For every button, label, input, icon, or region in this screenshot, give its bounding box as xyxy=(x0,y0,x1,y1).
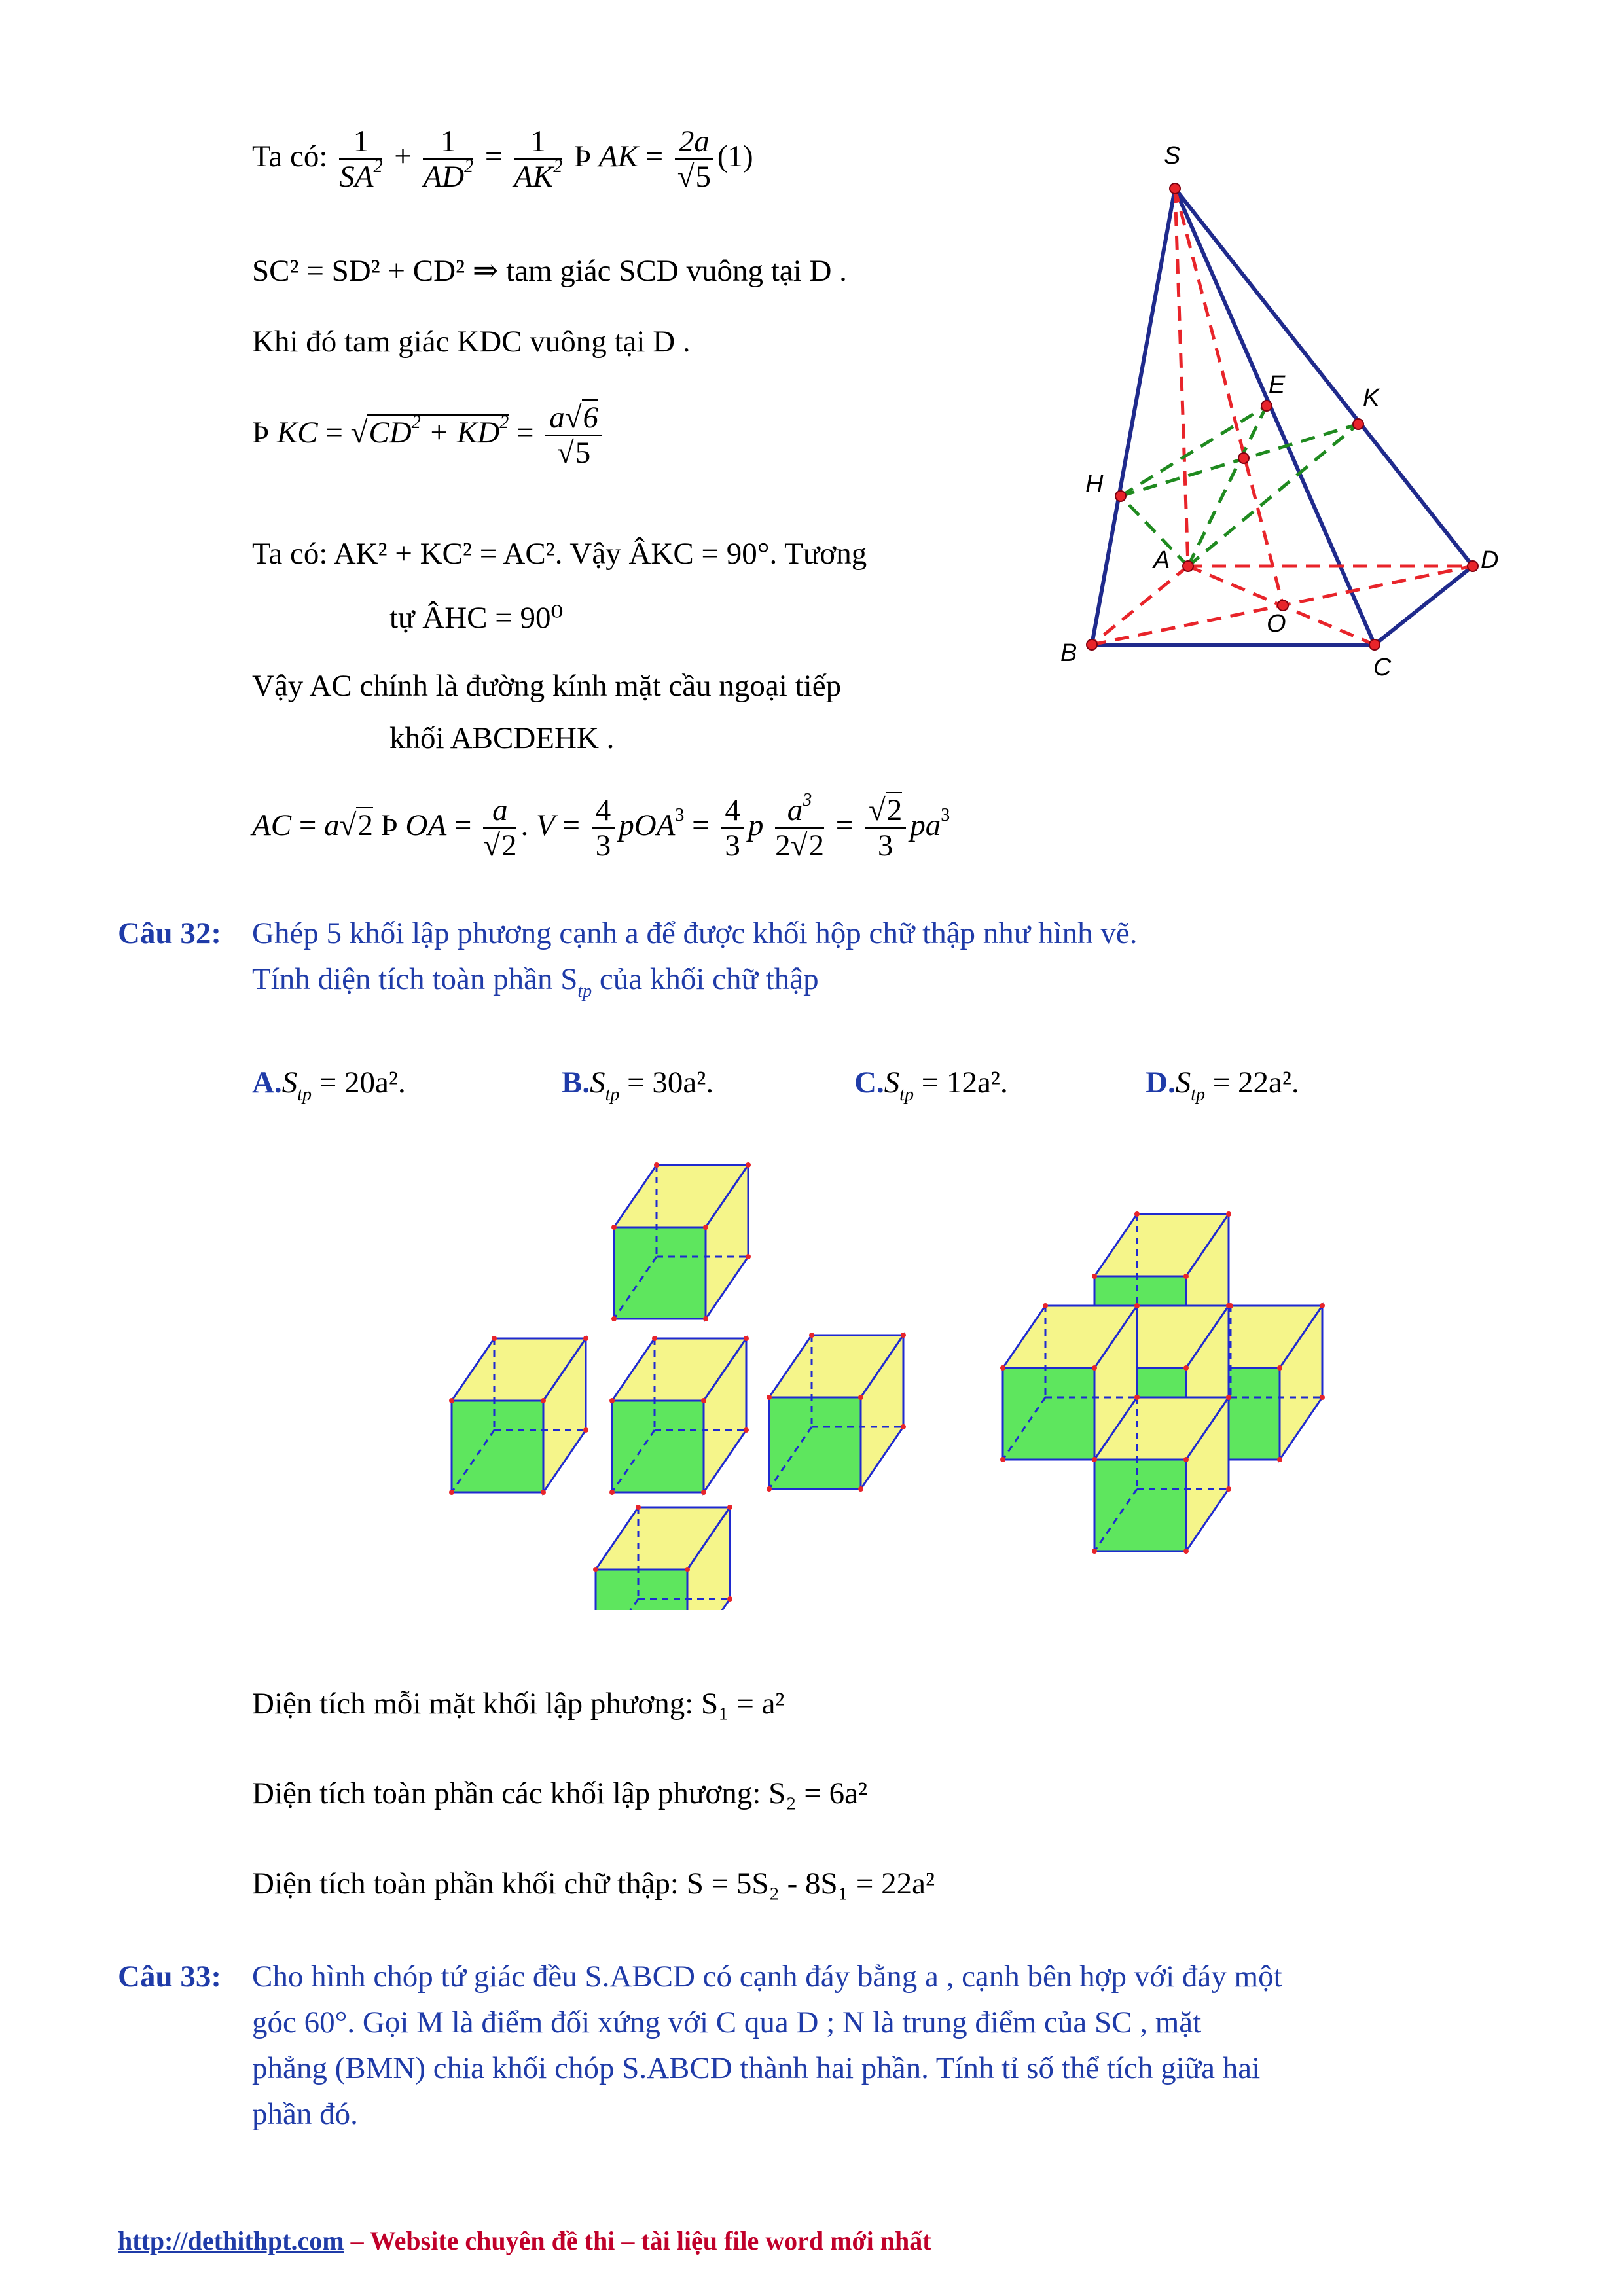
q32-option-d[interactable]: $D.S_{tp} = 22a^2$. xyxy=(1146,1066,1299,1105)
q32-text2-end: của khối chữ thập xyxy=(599,962,819,996)
sol31-line3 xyxy=(252,323,691,360)
sol31-line1: Ta có: $\frac{1}{SA^2}$ + $\frac{1}{AD^2}$ = $\frac{1}{AK^2}$ Þ AK = $\frac{2a}{√5}$ (1) xyxy=(252,124,753,194)
label-C: C xyxy=(1373,654,1392,681)
label-O: O xyxy=(1267,610,1286,637)
q33-line1 xyxy=(118,1958,1282,1995)
sol31-line4: Þ KC = $√CD^2 + KD^2$ = $\frac{a√6}{√5}$ xyxy=(252,401,606,470)
q32-solution-3 xyxy=(252,1865,935,1902)
q32-line1 xyxy=(118,915,1138,952)
label-H: H xyxy=(1085,471,1104,498)
option-b-label: B. xyxy=(562,1066,590,1100)
sol31-line5 xyxy=(252,535,867,572)
cube-top xyxy=(611,1162,751,1321)
label-A: A xyxy=(1153,547,1170,574)
q33-line2 xyxy=(252,2004,1201,2041)
q32-solution-3-text: Diện tích toàn phần khối chữ thập: S = 5S₂ - 8S₁ = 22a² xyxy=(252,1867,935,1901)
option-b-value: 30a². xyxy=(652,1066,714,1100)
option-a-label: A. xyxy=(252,1066,282,1100)
sol31-line5-text: Ta có: AK² + KC² = AC². Vậy ÂKC = 90°. Tương xyxy=(252,537,867,571)
q33-line3 xyxy=(252,2050,1260,2087)
sol31-line9: AC = a√2 Þ OA = $\frac{a}{√2}$ . V = $\frac{4}{3}$ pOA$^3$ = $\frac{4}{3}$ p $\frac{a^3}{2√2}$ = $\frac{√2}{3}$ $pa^3$ xyxy=(252,790,950,863)
sol31-line2-text: SC² = SD² + CD² ⇒ tam giác SCD vuông tại D . xyxy=(252,254,847,288)
q32-solution-2 xyxy=(252,1775,867,1812)
cube-bottom xyxy=(593,1505,732,1610)
edge-SD xyxy=(1175,188,1473,566)
option-c-label: C. xyxy=(854,1066,884,1100)
edge-AB xyxy=(1092,566,1188,645)
footer-link[interactable]: http://dethithpt.com xyxy=(118,2226,344,2255)
cube-left xyxy=(449,1336,588,1495)
pyramid-figure xyxy=(1054,131,1525,694)
q33-text3: phẳng (BMN) chia khối chóp S.ABCD thành hai phần. Tính tỉ số thể tích giữa hai xyxy=(252,2051,1261,2085)
sol31-line8 xyxy=(389,720,614,757)
sol31-line2 xyxy=(252,253,847,289)
sol31-line3-text: Khi đó tam giác KDC vuông tại D . xyxy=(252,325,691,359)
footer-text: – Website chuyên đề thi – tài liệu file word mới nhất xyxy=(344,2226,931,2255)
label-E: E xyxy=(1269,371,1286,399)
q32-option-a[interactable]: $A.S_{tp} = 20a^2$. xyxy=(252,1066,406,1105)
q32-text2-sub: tp xyxy=(577,981,592,1001)
cubes-figure xyxy=(432,1152,1335,1610)
q33-label: Câu 33: xyxy=(118,1960,221,1994)
footer xyxy=(118,2225,931,2256)
sol31-line7 xyxy=(252,668,841,704)
q33-text4: phần đó. xyxy=(252,2097,358,2131)
q32-solution-1-text: Diện tích mỗi mặt khối lập phương: S₁ = a² xyxy=(252,1687,785,1721)
sol31-line7-text: Vậy AC chính là đường kính mặt cầu ngoại tiếp xyxy=(252,669,842,703)
option-d-value: 22a². xyxy=(1238,1066,1299,1100)
q32-solution-2-text: Diện tích toàn phần các khối lập phương: S₂ = 6a² xyxy=(252,1776,868,1810)
edge-SC xyxy=(1175,188,1375,645)
q32-option-c[interactable]: $C.S_{tp} = 12a^2$. xyxy=(854,1066,1008,1105)
q33-line4 xyxy=(252,2096,358,2132)
cube-right xyxy=(767,1333,906,1492)
option-c-value: 12a². xyxy=(947,1066,1008,1100)
q32-solution-1 xyxy=(252,1685,785,1722)
sol31-line1-prefix: Ta có: xyxy=(252,139,328,173)
edge-SB xyxy=(1092,188,1175,645)
q32-label: Câu 32: xyxy=(118,916,221,950)
label-B: B xyxy=(1060,639,1077,667)
label-D: D xyxy=(1481,547,1499,574)
label-S: S xyxy=(1164,142,1181,170)
option-d-label: D. xyxy=(1146,1066,1176,1100)
q32-text2: Tính diện tích toàn phần S xyxy=(252,962,578,996)
edge-SA xyxy=(1175,188,1188,566)
q33-text2: góc 60°. Gọi M là điểm đối xứng với C qua D ; N là trung điểm của SC , mặt xyxy=(252,2005,1202,2039)
sol31-line8-text: khối ABCDEHK . xyxy=(389,721,615,755)
q32-option-b[interactable]: $B.S_{tp} = 30a^2$. xyxy=(562,1066,714,1105)
q32-line2 xyxy=(252,961,819,1001)
sol31-line6-text: tự ÂHC = 90⁰ xyxy=(389,601,564,635)
q33-text1: Cho hình chóp tứ giác đều S.ABCD có cạnh đáy bằng a , cạnh bên hợp với đáy một xyxy=(252,1960,1282,1994)
q32-text1: Ghép 5 khối lập phương cạnh a để được khối hộp chữ thập như hình vẽ. xyxy=(252,916,1138,950)
cube-center xyxy=(609,1336,749,1495)
label-K: K xyxy=(1363,384,1380,412)
option-a-value: 20a². xyxy=(344,1066,406,1100)
sol31-line6 xyxy=(389,600,563,636)
